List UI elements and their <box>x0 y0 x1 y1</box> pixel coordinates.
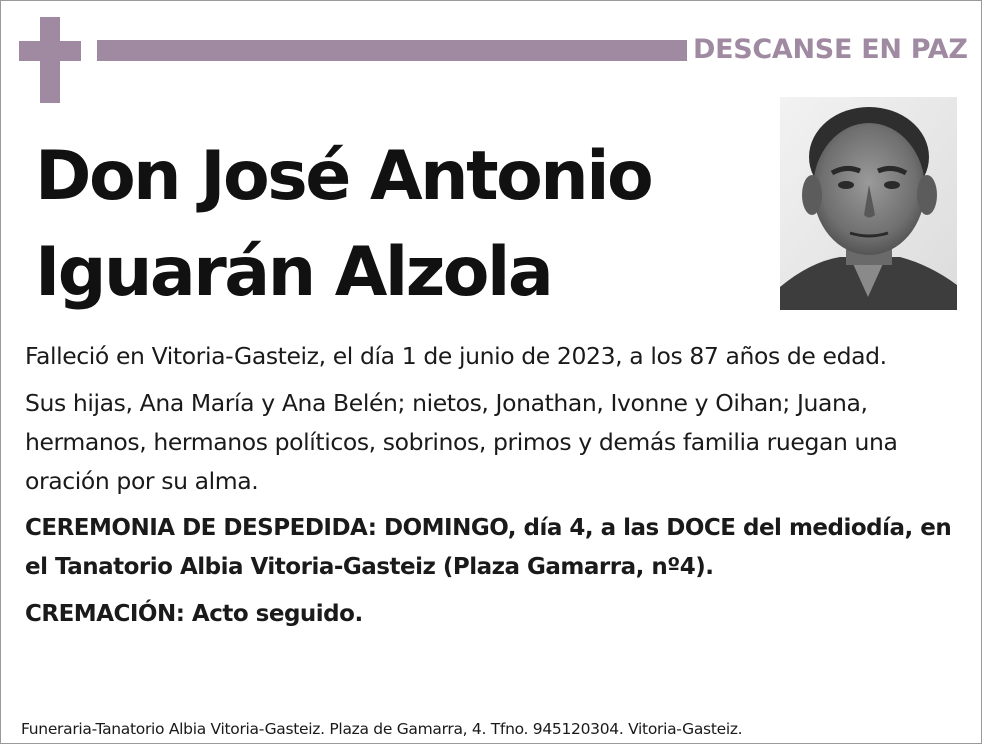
deceased-name <box>35 129 755 321</box>
header-divider-bar <box>97 40 687 61</box>
deceased-name-line1: Don José Antonio <box>35 137 652 216</box>
cremation-paragraph: CREMACIÓN: Acto seguido. <box>25 601 363 627</box>
deceased-photo <box>780 97 957 310</box>
obituary-body <box>25 337 965 642</box>
family-paragraph: Sus hijas, Ana María y Ana Belén; nietos, Jonathan, Ivonne y Oihan; Juana, hermanos, hermanos políticos, sobrinos, primos y demás familia ruegan una oración por su alma. <box>25 389 898 495</box>
deceased-name-line2: Iguarán Alzola <box>35 233 552 312</box>
ceremony-paragraph: CEREMONIA DE DESPEDIDA: DOMINGO, día 4, a las DOCE del mediodía, en el Tanatorio Albia Vitoria-Gasteiz (Plaza Gamarra, nº4). <box>25 515 952 580</box>
rip-label: DESCANSE EN PAZ <box>693 34 968 65</box>
cross-horizontal-bar <box>19 41 81 61</box>
portrait-illustration <box>780 97 957 310</box>
cross-icon <box>19 17 81 103</box>
death-notice-paragraph: Falleció en Vitoria-Gasteiz, el día 1 de junio de 2023, a los 87 años de edad. <box>25 342 887 370</box>
funeral-home-footer: Funeraria-Tanatorio Albia Vitoria-Gasteiz. Plaza de Gamarra, 4. Tfno. 945120304. Vitoria-Gasteiz. <box>21 720 743 738</box>
